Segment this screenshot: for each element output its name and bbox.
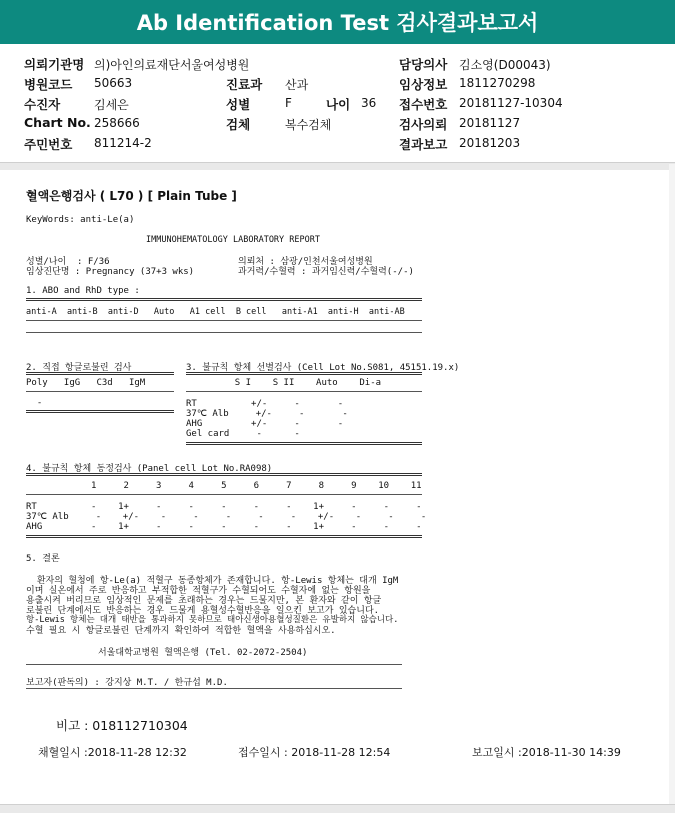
section1-rule3: [26, 332, 422, 333]
reported-time: 보고일시 :2018-11-30 14:39: [472, 746, 621, 759]
hospital-code-label: 병원코드: [24, 77, 73, 92]
section4-rule2: [26, 494, 422, 495]
reporter-rule: [26, 664, 402, 665]
section1-rule: [26, 298, 422, 301]
conclusion-line: 로불린 단계에서도 반응하는 경우 드물게 용혈성수혈반응을 일으킨 보고가 있습니다.: [26, 606, 380, 616]
section1-title: 1. ABO and RhD type :: [26, 286, 140, 296]
specimen-label: 검체: [226, 117, 251, 132]
section4-columns: 1 2 3 4 5 6 7 8 9 10 11: [26, 481, 422, 491]
dept-label: 진료과: [226, 77, 263, 92]
section4-row-rt: RT - 1+ - - - - - 1+ - - -: [26, 502, 422, 512]
receipt-value: 20181127-10304: [459, 96, 563, 110]
sex-value: F: [285, 96, 292, 110]
section2-rule3: [26, 410, 174, 413]
clinical-value: 1811270298: [459, 76, 536, 90]
section1-rule2: [26, 320, 422, 321]
receipt-label: 접수번호: [399, 97, 448, 112]
section3-title: 3. 불규칙 항체 선별검사 (Cell Lot No.S081, 45151.19.x): [186, 363, 460, 373]
request-date-value: 20181127: [459, 116, 521, 130]
section3-columns: S I S II Auto Di-a: [186, 378, 382, 388]
conclusion-line: 수혈 필요 시 항글로불린 단계까지 확인하여 적합한 혈액을 사용하십시오.: [26, 626, 336, 636]
institution-value: 의)아인의료재단서울여성병원: [94, 58, 250, 72]
report-title: Ab Identification Test 검사결과보고서: [0, 0, 675, 44]
lab-title: IMMUNOHEMATOLOGY LABORATORY REPORT: [146, 235, 320, 245]
section2-columns: Poly IgG C3d IgM: [26, 378, 146, 388]
section3-row-gel: Gel card - -: [186, 429, 300, 439]
ssn-value: 811214-2: [94, 136, 152, 150]
age-label: 나이: [326, 97, 351, 112]
section3-rule3: [186, 442, 422, 445]
patient-header: [0, 44, 675, 164]
requester: 의뢰처 : 삼광/인천서울여성병원: [238, 257, 373, 267]
report-heading: 혈액은행검사 ( L70 ) [ Plain Tube ]: [26, 189, 237, 203]
section1-columns: anti-A anti-B anti-D Auto A1 cell B cell anti-A1 anti-H anti-AB: [26, 307, 405, 317]
section3-row-37c: 37℃ Alb +/- - -: [186, 409, 348, 419]
section2-rule: [26, 372, 174, 375]
section4-rule: [26, 473, 422, 476]
chart-value: 258666: [94, 116, 140, 130]
received-time: 접수일시 : 2018-11-28 12:54: [238, 746, 391, 759]
recipient-label: 수진자: [24, 97, 61, 112]
section3-row-rt: RT +/- - -: [186, 399, 344, 409]
keywords: KeyWords: anti-Le(a): [26, 215, 135, 225]
section5-title: 5. 결론: [26, 554, 60, 564]
reporter-rule2: [26, 688, 402, 689]
request-date-label: 검사의뢰: [399, 117, 448, 132]
report-date-value: 20181203: [459, 136, 521, 150]
clinical-label: 임상정보: [399, 77, 448, 92]
hospital-code-value: 50663: [94, 76, 133, 90]
chart-label: Chart No.: [24, 115, 91, 130]
ssn-label: 주민번호: [24, 137, 73, 152]
scanned-report: [0, 170, 675, 812]
age-value: 36: [361, 96, 377, 110]
collected-time: 채혈일시 :2018-11-28 12:32: [38, 746, 187, 759]
section2-rule2: [26, 391, 174, 392]
sex-label: 성별: [226, 97, 251, 112]
section4-rule3: [26, 535, 422, 538]
diagnosis: 임상진단명 : Pregnancy (37+3 wks): [26, 267, 195, 277]
doctor-label: 담당의사: [399, 57, 448, 72]
doctor-value: 김소영(D00043): [459, 58, 551, 72]
specimen-value: 복수검체: [285, 118, 332, 132]
report-date-label: 결과보고: [399, 137, 448, 152]
conclusion-line: 용출시켜 버리므로 임상적인 문제를 초래하는 경우는 드물지만, 본 환자와 같이 항글: [26, 596, 382, 606]
section4-title: 4. 불규칙 항체 동정검사 (Panel cell Lot No.RA098): [26, 464, 273, 474]
section3-rule: [186, 372, 422, 375]
conclusion-line: 이며 실온에서 주로 반응하고 부적합한 적혈구가 수혈되어도 수혈자에 없는 항원을: [26, 586, 371, 596]
conclusion-line: 환자의 혈청에 항-Le(a) 적혈구 동종항체가 존재합니다. 항-Lewis 항체는 대개 IgM: [26, 576, 399, 586]
history: 과거력/수혈력 : 과거임신력/수혈력(-/-): [238, 267, 414, 277]
section4-row-37c: 37℃ Alb - +/- - - - - - +/- - - -: [26, 512, 427, 522]
institution-label: 의뢰기관명: [24, 57, 85, 72]
section2-title: 2. 직접 항글로불린 검사: [26, 363, 132, 373]
right-scroll-edge: [669, 164, 675, 804]
note: 비고 : 018112710304: [56, 718, 188, 733]
dept-value: 산과: [285, 78, 309, 92]
reporter: 보고자(판독의) : 강지상 M.T. / 한규섭 M.D.: [26, 678, 228, 688]
sex-age: 성별/나이 : F/36: [26, 257, 110, 267]
section4-row-ahg: AHG - 1+ - - - - - 1+ - - -: [26, 522, 422, 532]
section3-row-ahg: AHG +/- - -: [186, 419, 344, 429]
section2-value: -: [26, 398, 43, 408]
blood-bank-contact: 서울대학교병원 혈액은행 (Tel. 02-2072-2504): [98, 648, 308, 658]
section3-rule2: [186, 391, 422, 392]
conclusion-line: 항-Lewis 항체는 대개 태반을 통과하지 못하므로 태아신생아용혈성질환은 유발하지 않습니다.: [26, 615, 399, 625]
recipient-value: 김세은: [94, 98, 129, 112]
